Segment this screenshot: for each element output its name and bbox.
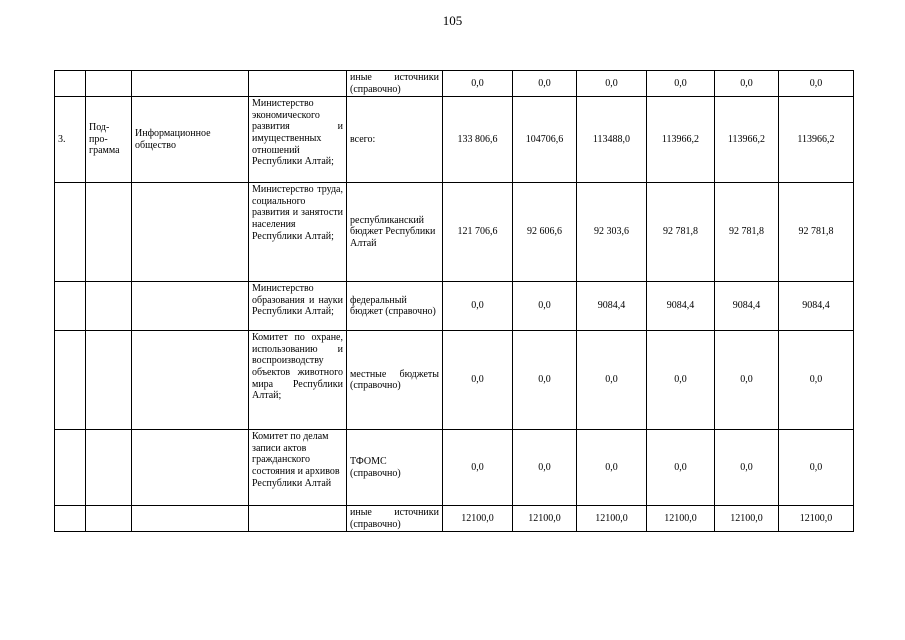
name-cell <box>132 282 249 331</box>
value-cell: 12100,0 <box>443 506 513 532</box>
type-cell <box>86 506 132 532</box>
value-cell: 12100,0 <box>779 506 854 532</box>
value-cell: 0,0 <box>779 430 854 506</box>
value-cell: 0,0 <box>647 71 715 97</box>
value-cell: 0,0 <box>443 71 513 97</box>
type-cell <box>86 282 132 331</box>
index-cell <box>55 71 86 97</box>
value-cell: 121 706,6 <box>443 183 513 282</box>
executor-cell: Комитет по охране, использованию и воспроизводству объектов животного мира Республики Алтай; <box>249 331 347 430</box>
type-cell <box>86 331 132 430</box>
value-cell: 9084,4 <box>577 282 647 331</box>
value-cell: 0,0 <box>443 282 513 331</box>
executor-cell: Комитет по делам записи актов гражданского состояния и архивов Республики Алтай <box>249 430 347 506</box>
value-cell: 92 781,8 <box>647 183 715 282</box>
value-cell: 0,0 <box>513 331 577 430</box>
table-row <box>55 282 854 331</box>
value-cell: 12100,0 <box>647 506 715 532</box>
source-cell: всего: <box>347 97 443 183</box>
type-cell <box>86 183 132 282</box>
source-cell: иные источники (справочно) <box>347 506 443 532</box>
source-cell: ТФОМС (справочно) <box>347 430 443 506</box>
value-cell: 0,0 <box>513 430 577 506</box>
name-cell <box>132 71 249 97</box>
table-row <box>55 71 854 97</box>
source-cell: федеральный бюджет (справочно) <box>347 282 443 331</box>
value-cell: 0,0 <box>443 331 513 430</box>
value-cell: 92 781,8 <box>779 183 854 282</box>
value-cell: 113966,2 <box>779 97 854 183</box>
executor-cell: Министерство труда, социального развития и занятости населения Республики Алтай; <box>249 183 347 282</box>
type-cell: Под-про-грамма <box>86 97 132 183</box>
value-cell: 9084,4 <box>779 282 854 331</box>
value-cell: 92 781,8 <box>715 183 779 282</box>
value-cell: 9084,4 <box>647 282 715 331</box>
type-cell <box>86 430 132 506</box>
value-cell: 0,0 <box>443 430 513 506</box>
executor-cell: Министерство образования и науки Республики Алтай; <box>249 282 347 331</box>
table-row <box>55 183 854 282</box>
name-cell <box>132 506 249 532</box>
value-cell: 0,0 <box>647 430 715 506</box>
source-cell: иные источники (справочно) <box>347 71 443 97</box>
value-cell: 133 806,6 <box>443 97 513 183</box>
index-cell <box>55 183 86 282</box>
index-cell <box>55 331 86 430</box>
value-cell: 113966,2 <box>715 97 779 183</box>
index-cell <box>55 506 86 532</box>
table-row <box>55 506 854 532</box>
index-cell: 3. <box>55 97 86 183</box>
name-cell <box>132 331 249 430</box>
index-cell <box>55 430 86 506</box>
value-cell: 9084,4 <box>715 282 779 331</box>
name-cell <box>132 183 249 282</box>
table-row <box>55 97 854 183</box>
value-cell: 0,0 <box>513 282 577 331</box>
value-cell: 12100,0 <box>577 506 647 532</box>
value-cell: 0,0 <box>577 430 647 506</box>
value-cell: 0,0 <box>715 430 779 506</box>
value-cell: 92 303,6 <box>577 183 647 282</box>
value-cell: 0,0 <box>715 71 779 97</box>
budget-table <box>54 70 854 532</box>
page-number: 105 <box>442 13 463 28</box>
value-cell: 0,0 <box>577 331 647 430</box>
value-cell: 0,0 <box>715 331 779 430</box>
executor-cell <box>249 506 347 532</box>
value-cell: 113966,2 <box>647 97 715 183</box>
name-cell: Информационное общество <box>132 97 249 183</box>
value-cell: 0,0 <box>779 331 854 430</box>
value-cell: 0,0 <box>779 71 854 97</box>
table-row <box>55 430 854 506</box>
type-cell <box>86 71 132 97</box>
table-row <box>55 331 854 430</box>
executor-cell: Министерство экономического развития и имущественных отношений Республики Алтай; <box>249 97 347 183</box>
value-cell: 104706,6 <box>513 97 577 183</box>
index-cell <box>55 282 86 331</box>
value-cell: 113488,0 <box>577 97 647 183</box>
value-cell: 12100,0 <box>513 506 577 532</box>
value-cell: 0,0 <box>513 71 577 97</box>
source-cell: местные бюджеты (справочно) <box>347 331 443 430</box>
value-cell: 0,0 <box>577 71 647 97</box>
value-cell: 0,0 <box>647 331 715 430</box>
source-cell: республиканский бюджет Республики Алтай <box>347 183 443 282</box>
name-cell <box>132 430 249 506</box>
value-cell: 92 606,6 <box>513 183 577 282</box>
value-cell: 12100,0 <box>715 506 779 532</box>
executor-cell <box>249 71 347 97</box>
